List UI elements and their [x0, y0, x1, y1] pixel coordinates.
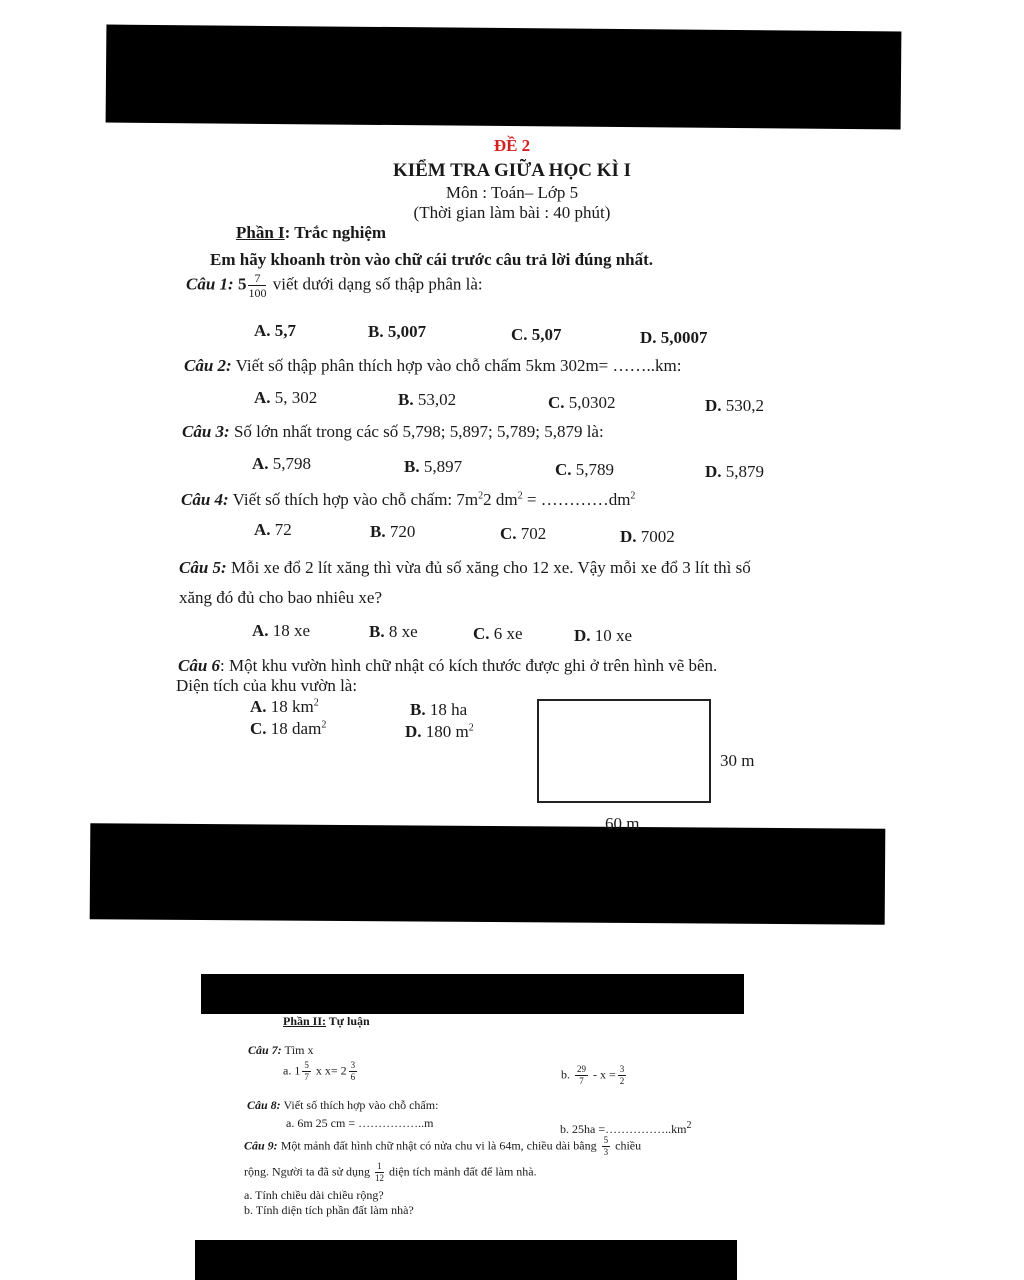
question-8: Câu 8: Viết số thích hợp vào chỗ chấm:: [247, 1098, 439, 1112]
question-5-line-2: xăng đó đủ cho bao nhiêu xe?: [179, 588, 382, 607]
q2-option-d[interactable]: D. 530,2: [705, 396, 765, 415]
exam-time: (Thời gian làm bài : 40 phút): [413, 203, 611, 222]
q4-option-a[interactable]: A. 72: [254, 520, 292, 539]
redaction-bar-top: [106, 25, 902, 130]
garden-length-label: 60 m: [605, 814, 640, 833]
question-3: Câu 3: Số lớn nhất trong các số 5,798; 5,897; 5,789; 5,879 là:: [182, 422, 604, 441]
redaction-bar-middle: [90, 823, 886, 925]
exam-title: KIỂM TRA GIỮA HỌC KÌ I: [392, 160, 632, 181]
q1-option-a[interactable]: A. 5,7: [254, 321, 297, 340]
part1-instruction: Em hãy khoanh tròn vào chữ cái trước câu trả lời đúng nhất.: [210, 250, 654, 269]
q5-option-d[interactable]: D. 10 xe: [574, 626, 633, 645]
exam-number: ĐỀ 2: [493, 136, 531, 155]
q5-option-b[interactable]: B. 8 xe: [369, 622, 418, 641]
part2-heading: Phần II: Tự luận: [283, 1014, 370, 1028]
q4-option-d[interactable]: D. 7002: [620, 527, 675, 546]
question-4: Câu 4: Viết số thích hợp vào chỗ chấm: $7m^22$ $dm^2$ = $\dots\dots\dots\dots dm^2$: [181, 490, 636, 509]
q2-option-b[interactable]: B. 53,02: [398, 390, 457, 409]
q2-option-a[interactable]: A. 5, 302: [254, 388, 318, 407]
q5-option-c[interactable]: C. 6 xe: [473, 624, 523, 643]
q6-option-c[interactable]: C. 18 dam$^2$: [250, 719, 327, 738]
q2-option-c[interactable]: C. 5,0302: [548, 393, 616, 412]
q4-option-b[interactable]: B. 720: [370, 522, 416, 541]
q1-option-c[interactable]: C. 5,07: [511, 325, 562, 344]
question-1: Câu 1: 5 $\frac{7}{100}$ viết dưới dạng số thập phân là:: [186, 271, 483, 300]
q3-option-d[interactable]: D. 5,879: [705, 462, 765, 481]
q3-option-c[interactable]: C. 5,789: [555, 460, 615, 479]
q3-option-b[interactable]: B. 5,897: [404, 457, 463, 476]
garden-width-label: 30 m: [720, 751, 755, 770]
question-9a: a. Tính chiều dài chiều rộng?: [244, 1188, 384, 1202]
q1-option-d[interactable]: D. 5,0007: [640, 328, 708, 347]
q5-option-a[interactable]: A. 18 xe: [252, 621, 311, 640]
question-9-line-1: Câu 9: Một mảnh đất hình chữ nhật có nửa chu vi là 64m, chiều dài bằng $\frac{5}{3}$ chiều: [244, 1135, 642, 1157]
fraction: $\frac{7}{100}$: [248, 271, 267, 300]
question-7: Câu 7: Tìm x: [248, 1043, 314, 1057]
question-2: Câu 2: Viết số thập phân thích hợp vào chỗ chấm 5km 302m= ……..km:: [184, 356, 682, 375]
garden-rectangle: [537, 699, 711, 803]
question-6-line-1: Câu 6: Một khu vườn hình chữ nhật có kích thước được ghi ở trên hình vẽ bên.: [178, 656, 718, 675]
question-5-line-1: Câu 5: Mỗi xe đổ 2 lít xăng thì vừa đủ số xăng cho 12 xe. Vậy mỗi xe đổ 3 lít thì số: [179, 558, 751, 577]
redaction-bar-part2-top: [201, 974, 744, 1014]
q6-option-d[interactable]: D. 180 $m^2$: [405, 722, 474, 741]
question-7a: a. 1 $\frac{5}{7}$ x x= 2 $\frac{3}{6}$: [283, 1060, 356, 1082]
exam-subject: Môn : Toán– Lớp 5: [445, 183, 579, 202]
q3-option-a[interactable]: A. 5,798: [252, 454, 312, 473]
question-9-line-2: rộng. Người ta đã sử dụng $\frac{1}{12}$ diện tích mảnh đất để làm nhà.: [244, 1161, 537, 1183]
question-6-line-2: Diện tích của khu vườn là:: [176, 676, 358, 695]
q6-option-b[interactable]: B. 18 ha: [410, 700, 468, 719]
q4-option-c[interactable]: C. 702: [500, 524, 547, 543]
redaction-bar-bottom: [195, 1240, 737, 1280]
q1-option-b[interactable]: B. 5,007: [368, 322, 427, 341]
question-8a: a. 6m 25 cm = ……………..m: [286, 1116, 434, 1130]
q6-option-a[interactable]: A. 18 $km^2$: [250, 697, 319, 716]
question-8b: b. $25ha =\dots\dots\dots\dots\dots..km^2$: [560, 1120, 692, 1136]
question-9b: b. Tính diện tích phần đất làm nhà?: [244, 1203, 414, 1217]
part1-heading: Phần I: Trắc nghiệm: [236, 223, 387, 242]
question-7b: b. $\frac{29}{7}$ - x = $\frac{3}{2}$: [561, 1064, 625, 1086]
